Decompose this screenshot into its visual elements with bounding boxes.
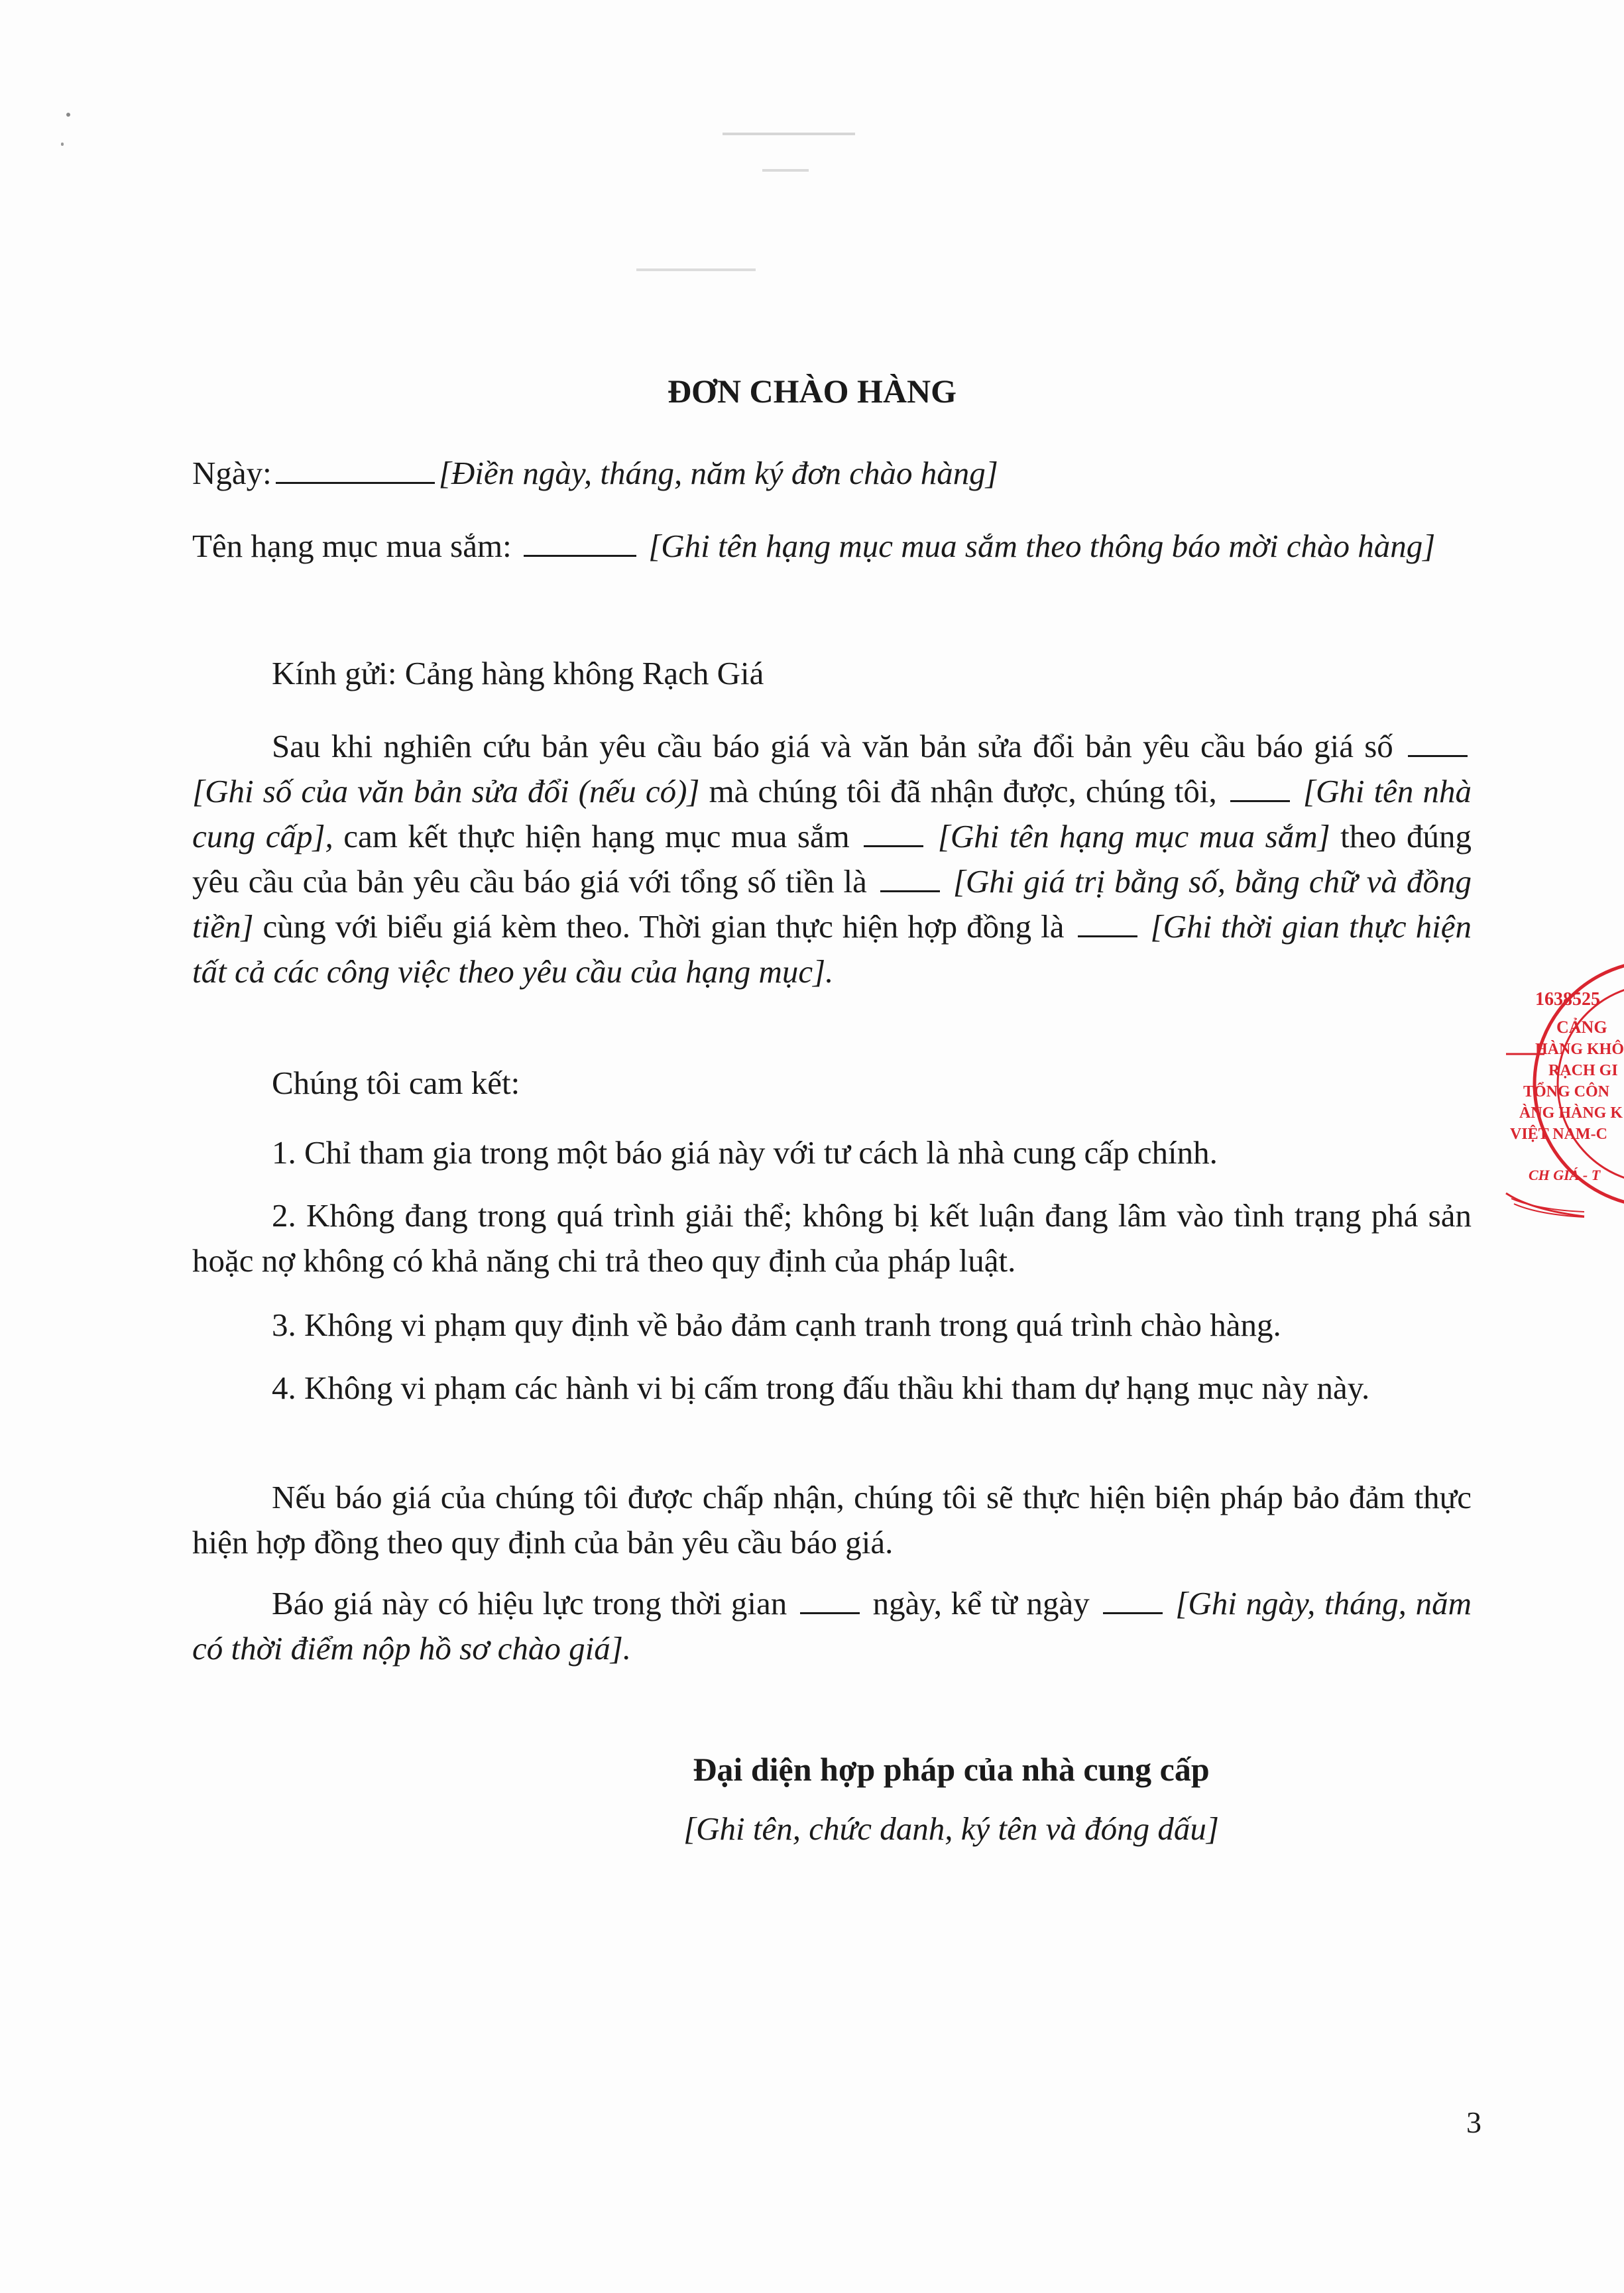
intro-text-5: cùng với biểu giá kèm theo. Thời gian thực hiện hợp đồng là: [262, 908, 1065, 945]
validity-paragraph: [192, 1581, 1472, 1671]
duration-blank: [1078, 905, 1137, 937]
validity-date-blank: [1103, 1582, 1163, 1614]
seal-text: VIỆT NAM-C: [1510, 1126, 1607, 1143]
intro-text-1: Sau khi nghiên cứu bản yêu cầu báo giá và văn bản sửa đổi bản yêu cầu báo giá số: [272, 728, 1393, 764]
commitment-item: 4. Không vi phạm các hành vi bị cấm trong đấu thầu khi tham dự hạng mục này này.: [272, 1370, 1370, 1406]
company-seal: [1505, 955, 1624, 1220]
item-hint: [Ghi tên hạng mục mua sắm theo thông báo mời chào hàng]: [648, 528, 1436, 564]
date-hint: [Điền ngày, tháng, năm ký đơn chào hàng]: [438, 455, 998, 491]
guarantee-paragraph: Nếu báo giá của chúng tôi được chấp nhận, chúng tôi sẽ thực hiện biện pháp bảo đảm thực hiện hợp đồng theo quy định của bản yêu cầu báo giá.: [192, 1479, 1472, 1560]
date-line: [192, 451, 998, 496]
scan-mark: [66, 113, 70, 117]
recipient-line: Kính gửi: Cảng hàng không Rạch Giá: [272, 655, 764, 691]
total-price-blank: [880, 860, 940, 892]
seal-text: HÀNG KHÔ: [1535, 1041, 1624, 1058]
scan-mark: [636, 268, 756, 271]
seal-text: CẢNG: [1556, 1018, 1607, 1037]
validity-text-1: Báo giá này có hiệu lực trong thời gian: [272, 1585, 787, 1621]
validity-text-2: ngày, kể từ ngày: [872, 1585, 1090, 1621]
document-title: ĐƠN CHÀO HÀNG: [667, 373, 957, 410]
item-line: [192, 524, 1472, 569]
item-name-hint: [Ghi tên hạng mục mua sắm]: [937, 818, 1330, 854]
seal-text: RẠCH GI: [1548, 1062, 1618, 1079]
seal-text: TỔNG CÔN: [1523, 1083, 1610, 1100]
seal-text: 1638525: [1535, 989, 1600, 1010]
validity-hint: [Ghi ngày, tháng, năm có thời điểm nộp hồ sơ chào giá].: [192, 1585, 1472, 1667]
signature-hint: [Ghi tên, chức danh, ký tên và đóng dấu]: [683, 1810, 1219, 1847]
commit-heading: Chúng tôi cam kết:: [272, 1065, 520, 1101]
intro-text-3: cam kết thực hiện hạng mục mua sắm: [343, 818, 850, 854]
total-price-hint: [Ghi giá trị bằng số, bằng chữ và đồng tiền]: [192, 863, 1472, 945]
intro-text-4: theo đúng yêu cầu của bản yêu cầu báo giá với tổng số tiền là: [192, 818, 1472, 900]
intro-paragraph: [192, 724, 1472, 994]
date-blank: [276, 451, 435, 484]
item-label: Tên hạng mục mua sắm:: [192, 528, 512, 564]
scan-mark: [61, 143, 64, 146]
commitment-item: 2. Không đang trong quá trình giải thể; không bị kết luận đang lâm vào tình trạng phá sản hoặc nợ không có khả năng chi trả theo quy định của pháp luật.: [192, 1197, 1472, 1279]
signature-title: Đại diện hợp pháp của nhà cung cấp: [693, 1751, 1210, 1788]
seal-text: CH GIÁ - T: [1529, 1167, 1601, 1183]
amendment-number-blank: [1408, 725, 1468, 757]
commitment-item: 1. Chỉ tham gia trong một báo giá này với tư cách là nhà cung cấp chính.: [272, 1134, 1218, 1171]
commitment-item: 3. Không vi phạm quy định về bảo đảm cạnh tranh trong quá trình chào hàng.: [272, 1307, 1281, 1343]
scan-mark: [723, 133, 855, 135]
page-number: 3: [1466, 2105, 1481, 2139]
intro-text-2: mà chúng tôi đã nhận được, chúng tôi,: [709, 773, 1217, 809]
supplier-name-hint: [Ghi tên nhà cung cấp],: [192, 773, 1472, 854]
seal-text: ÀNG HÀNG K: [1519, 1104, 1623, 1122]
item-name-blank: [864, 815, 923, 847]
scan-mark: [762, 169, 809, 172]
date-label: Ngày:: [192, 455, 272, 491]
supplier-name-blank: [1230, 770, 1290, 802]
seal-graphic: [1505, 955, 1624, 1220]
amendment-number-hint: [Ghi số của văn bản sửa đổi (nếu có)]: [192, 773, 700, 809]
validity-days-blank: [800, 1582, 860, 1614]
item-blank: [524, 524, 636, 557]
duration-hint: [Ghi thời gian thực hiện tất cả các công việc theo yêu cầu của hạng mục].: [192, 908, 1472, 990]
